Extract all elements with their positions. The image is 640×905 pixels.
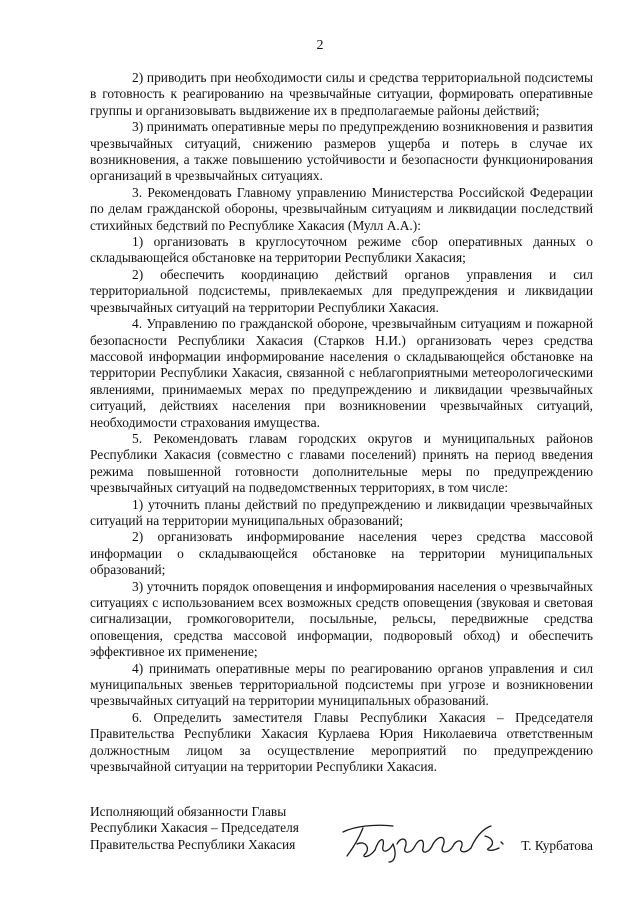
paragraph: 6. Определить заместителя Главы Республики Хакасия – Председателя Правительства Республики Хакасия Курлаева Юрия Николаевича ответственным должностным лицом за осуществление мероприятий по предупреждению чрезвычайной ситуации на территории Республики Хакасия. <box>90 709 593 775</box>
paragraph: 2) приводить при необходимости силы и средства территориальной подсистемы в готовность к реагированию на чрезвычайные ситуации, формировать оперативные группы и организовывать выдвижение их в предполагаемые районы действий; <box>90 70 593 118</box>
paragraph: 5. Рекомендовать главам городских округов и муниципальных районов Республики Хакасия (совместно с главами поселений) принять на период введения режима повышенной готовности дополнительные меры по предупреждению чрезвычайных ситуаций на подведомственных территориях, в том числе: <box>90 430 593 496</box>
paragraph: 3. Рекомендовать Главному управлению Министерства Российской Федерации по делам гражданской обороны, чрезвычайным ситуациям и ликвидации последствий стихийных бедствий по Республике Хакасия (Мулл А.А.): <box>90 184 593 233</box>
signatory-title-line: Исполняющий обязанности Главы <box>90 804 287 819</box>
signatory-name: Т. Курбатова <box>521 838 593 853</box>
signatory-title-line: Правительства Республики Хакасия <box>90 836 296 852</box>
handwritten-signature <box>335 814 515 864</box>
document-body <box>90 70 593 775</box>
paragraph: 3) уточнить порядок оповещения и информирования населения о чрезвычайных ситуациях с использованием всех возможных средств оповещения (звуковая и световая сигнализации, громкоговорители, посыльные, рельсы, передвижные средства оповещения, средства массовой информации, подворовый обход) и обеспечить эффективное их применение; <box>90 578 593 660</box>
paragraph: 3) принимать оперативные меры по предупреждению возникновения и развития чрезвычайных ситуаций, снижению размеров ущерба и потерь в случае их возникновения, а также повышению устойчивости и безопасности функционирования организаций в чрезвычайных ситуациях. <box>90 119 593 184</box>
paragraph: 4) принимать оперативные меры по реагированию органов управления и сил муниципальных звеньев территориальной подсистемы при угрозе и возникновении чрезвычайных ситуаций на территории муниципальных образований. <box>90 660 593 709</box>
paragraph: 1) организовать в круглосуточном режиме сбор оперативных данных о складывающейся обстановке на территории Республики Хакасия; <box>90 234 593 266</box>
paragraph: 4. Управлению по гражданской обороне, чрезвычайным ситуациям и пожарной безопасности Республики Хакасия (Старков Н.И.) организовать через средства массовой информации информирование населения о складывающейся обстановке на территории Республики Хакасия, связанной с неблагоприятными метеорологическими явлениями, принимаемых мерах по предупреждению и ликвидации чрезвычайных ситуаций, действиях населения при возникновении чрезвычайных ситуаций, необходимости страхования имущества. <box>90 316 593 430</box>
paragraph: 1) уточнить планы действий по предупреждению и ликвидации чрезвычайных ситуаций на территории муниципальных образований; <box>90 496 593 528</box>
signatory-title-line: Республики Хакасия – Председателя <box>90 820 299 836</box>
signature-block <box>90 804 593 864</box>
signatory-title <box>90 804 330 853</box>
paragraph: 2) обеспечить координацию действий органов управления и сил территориальной подсистемы, привлекаемых для предупреждения и ликвидации чрезвычайных ситуаций на территории Республики Хакасия. <box>90 266 593 315</box>
page-number: 2 <box>316 38 324 53</box>
paragraph: 2) организовать информирование населения через средства массовой информации о складывающейся обстановке на территории муниципальных образований; <box>90 529 593 578</box>
